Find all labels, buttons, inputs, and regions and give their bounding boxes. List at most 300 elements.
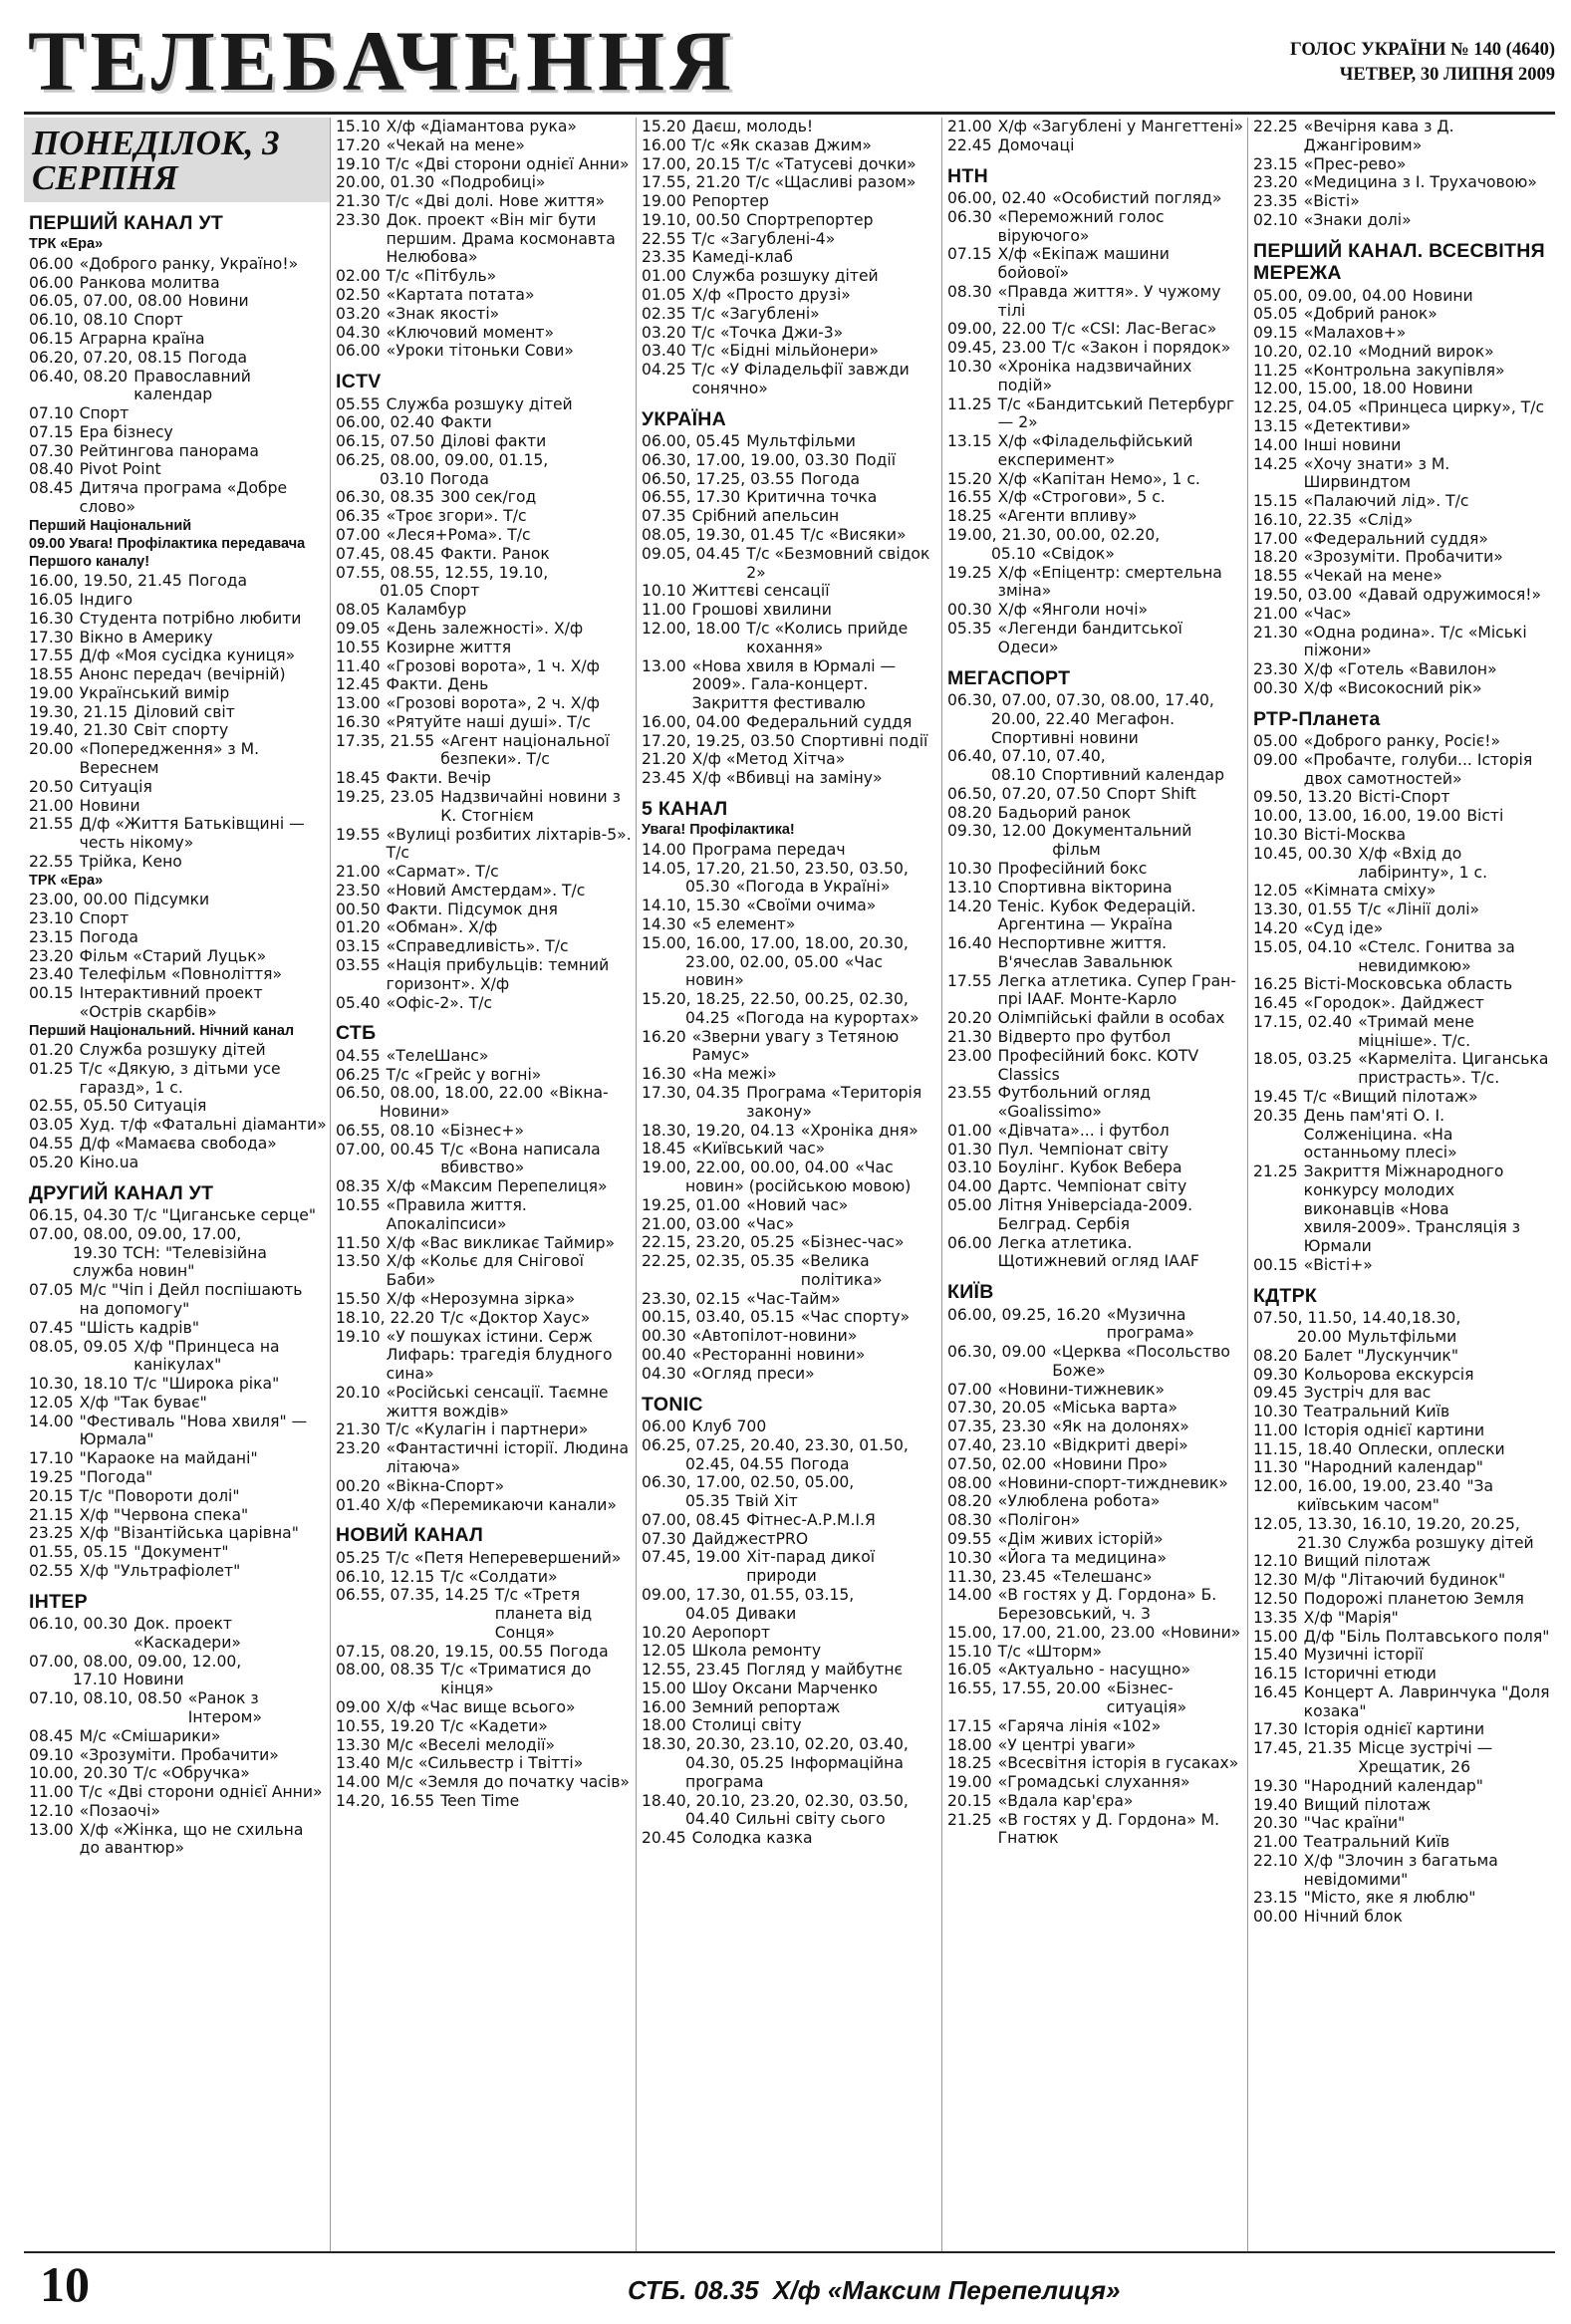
program-time: 19.40, 21.30 — [29, 721, 129, 740]
program-entry — [947, 136, 1244, 155]
program-time: 14.10, 15.30 — [642, 897, 741, 915]
program-entry — [1253, 1477, 1550, 1515]
program-title: Федеральний суддя — [746, 712, 913, 731]
program-entry — [642, 136, 938, 155]
program-title: «Прес-рево» — [1303, 154, 1407, 173]
program-time: 17.20, 19.25, 03.50 — [642, 731, 795, 750]
program-time: 07.10 — [29, 404, 74, 423]
program-title: Музичні історії — [1303, 1646, 1424, 1665]
program-entry — [29, 1468, 327, 1487]
program-entry — [336, 1066, 633, 1085]
program-time: 11.30, 23.45 — [947, 1567, 1047, 1586]
program-time: 06.15 — [29, 330, 74, 349]
program-time: 06.10, 08.10 — [29, 311, 129, 330]
program-title: «Суд іде» — [1303, 918, 1384, 937]
program-title: М/с "Чіп і Дейл поспішають на допомогу" — [79, 1281, 303, 1318]
program-time: 09.00 — [1253, 750, 1298, 769]
program-time: 21.55 — [29, 815, 74, 834]
program-title: «Час-Тайм» — [746, 1289, 841, 1308]
program-entry — [336, 657, 633, 676]
program-entry — [947, 879, 1244, 898]
program-time: 06.50, 17.25, 03.55 — [642, 469, 795, 488]
program-time: 02.10 — [1253, 210, 1298, 229]
program-time: 06.05, 07.00, 08.00 — [29, 292, 182, 311]
program-entry — [29, 479, 327, 517]
program-time: 14.00 — [336, 1773, 381, 1792]
program-title: Х/ф "Злочин з багатьма невідомими" — [1303, 1851, 1498, 1889]
program-time: 21.00 — [336, 863, 381, 882]
program-time: 16.25 — [1253, 975, 1298, 994]
program-entry — [29, 442, 327, 461]
program-title: Т/с «Дві долі. Нове життя» — [386, 192, 605, 211]
program-title: «Правда життя». У чужому тілі — [997, 282, 1221, 320]
program-entry — [1253, 1889, 1550, 1908]
program-time: 23.00, 00.00 — [29, 891, 129, 909]
program-entry — [642, 1679, 938, 1698]
program-title: Подорожі планетою Земля — [1303, 1589, 1524, 1608]
program-title: «Російські сенсації. Таємне життя вождів» — [386, 1383, 609, 1420]
program-entry — [947, 1736, 1244, 1755]
program-time: 04.55 — [29, 1135, 74, 1154]
program-time: 14.00 — [1253, 435, 1298, 454]
program-title: Анонс передач (вечірній) — [79, 665, 286, 684]
program-title: «Добрий ранок» — [1303, 305, 1438, 324]
program-title: Служба розшуку дітей — [691, 267, 879, 286]
program-title: «Уроки тітоньки Сови» — [386, 342, 574, 361]
program-time: 17.35, 21.55 — [336, 731, 435, 750]
program-entry — [642, 1624, 938, 1643]
program-title: Ранкова молитва — [79, 273, 220, 292]
program-time: 07.50, 02.00 — [947, 1454, 1047, 1473]
program-time: 07.35 — [642, 507, 686, 526]
program-entry — [947, 118, 1244, 136]
program-entry — [1253, 567, 1550, 586]
program-entry — [1253, 305, 1550, 324]
program-time: 19.30 — [1253, 1776, 1298, 1795]
program-entry — [336, 324, 633, 343]
program-entry — [642, 769, 938, 788]
program-title: «В гостях у Д. Гордона» Б. Березовський, ч. 3 — [997, 1586, 1217, 1624]
program-entry — [336, 675, 633, 694]
program-time: 20.00, 01.30 — [336, 173, 435, 192]
program-entry — [642, 507, 938, 526]
program-time: 06.20, 07.20, 08.15 — [29, 348, 182, 367]
program-title: М/с «Веселі мелодії» — [386, 1735, 556, 1754]
program-time: 02.00 — [336, 267, 381, 286]
program-time: 21.30 — [947, 1028, 992, 1046]
program-time: 04.00 — [947, 1177, 992, 1196]
program-entry — [336, 788, 633, 826]
program-time: 17.00, 20.15 — [642, 154, 741, 173]
program-entry — [29, 1727, 327, 1746]
program-title: Оплески, оплески — [1358, 1439, 1505, 1458]
listing-column — [636, 118, 941, 2251]
program-entry — [642, 1365, 938, 1384]
program-entry — [336, 601, 633, 620]
program-title: Новини — [79, 796, 140, 815]
program-entry — [642, 545, 938, 583]
program-time: 17.55, 21.20 — [642, 173, 741, 192]
program-time: 03.20 — [642, 323, 686, 342]
program-time: 09.05, 04.45 — [642, 544, 741, 563]
program-time: 16.00 — [642, 135, 686, 154]
program-time: 18.45 — [336, 769, 381, 788]
program-title: Надзвичайні новини з К. Стогнієм — [440, 787, 621, 825]
program-time: 12.10 — [1253, 1552, 1298, 1571]
program-time: 11.30 — [1253, 1458, 1298, 1477]
program-entry — [642, 1548, 938, 1586]
program-entry — [947, 470, 1244, 489]
program-title: Домочаці — [997, 135, 1075, 154]
program-entry — [29, 1154, 327, 1172]
program-time: 17.55 — [29, 646, 74, 665]
program-entry — [336, 545, 633, 564]
program-title: Х/ф «Загублені у Мангеттені» — [997, 118, 1244, 135]
program-title: Х/ф «Нерозумна зірка» — [386, 1289, 576, 1308]
program-entry — [947, 1643, 1244, 1662]
listing-column — [1247, 118, 1553, 2251]
channel-heading: 5 КАНАЛ — [642, 797, 728, 820]
program-title: «Вечірня кава з Д. Джангіровим» — [1303, 118, 1454, 154]
program-title: «Переможний голос віруючого» — [997, 207, 1165, 245]
program-entry — [947, 1177, 1244, 1196]
program-time: 19.50, 03.00 — [1253, 586, 1353, 605]
program-title: Спорт — [429, 582, 480, 601]
program-entry — [336, 1234, 633, 1253]
program-entry — [1253, 788, 1550, 807]
program-title: «Міська варта» — [1052, 1399, 1178, 1418]
program-time: 10.00, 20.30 — [29, 1764, 129, 1783]
program-entry — [642, 192, 938, 211]
program-entry — [29, 1338, 327, 1376]
program-time: 06.30, 17.00, 19.00, 03.30 — [642, 450, 850, 469]
program-entry — [1253, 155, 1550, 174]
program-time: 17.15, 02.40 — [1253, 1012, 1353, 1031]
program-title: «Агент національної безпеки». Т/с — [440, 731, 610, 769]
program-entry — [947, 208, 1244, 246]
program-entry — [1253, 211, 1550, 230]
program-title: Т/с "Циганське серце" — [133, 1206, 317, 1225]
channel-heading: УКРАЇНА — [642, 407, 727, 430]
program-entry — [1253, 1777, 1550, 1796]
program-entry — [947, 785, 1244, 804]
program-entry — [1253, 1384, 1550, 1403]
program-time: 07.45 — [29, 1318, 74, 1337]
program-time: 21.00 — [29, 796, 74, 815]
program-time: 10.30 — [947, 358, 992, 377]
program-time: 12.05 — [642, 1642, 686, 1661]
program-title: Клуб 700 — [691, 1417, 767, 1435]
program-title: Спортивний календар — [1041, 766, 1224, 785]
program-time: 08.00 — [947, 1473, 992, 1492]
program-entry — [642, 1290, 938, 1309]
program-title: «Справедливість». Т/с — [386, 937, 569, 956]
program-time: 03.40 — [642, 342, 686, 361]
program-time: 11.25 — [1253, 361, 1298, 380]
program-title: Т/с "Широка ріка" — [133, 1375, 280, 1394]
program-title: Т/с «Бідні мільйонери» — [691, 342, 880, 361]
program-entry — [336, 1773, 633, 1792]
program-title: «Полігон» — [997, 1511, 1081, 1530]
program-time: 10.20, 02.10 — [1253, 342, 1353, 361]
program-title: «Новини-спорт-тиждневик» — [997, 1473, 1228, 1492]
program-entry — [336, 488, 633, 507]
program-title: "Документ" — [133, 1543, 229, 1562]
program-time: 01.20 — [336, 918, 381, 937]
program-time: 23.20 — [1253, 173, 1298, 192]
program-entry — [947, 1679, 1244, 1717]
program-entry — [1253, 919, 1550, 938]
program-time: 19.10 — [336, 154, 381, 173]
program-title: Місце зустрічі — Хрещатик, 26 — [1358, 1739, 1493, 1776]
program-entry — [336, 769, 633, 788]
program-title: «У пошуках істини. Серж Лифарь: трагедія блудного сина» — [386, 1327, 613, 1384]
program-time: 04.30 — [642, 1364, 686, 1383]
program-time: 22.10 — [1253, 1851, 1298, 1870]
program-title: «Велика політика» — [800, 1252, 883, 1289]
program-title: «Актуально - насущно» — [997, 1661, 1191, 1679]
program-title: Футбольний огляд «Goalissimo» — [997, 1084, 1151, 1122]
program-time: 10.55 — [336, 638, 381, 656]
program-entry — [29, 1041, 327, 1060]
program-time: 07.35, 23.30 — [947, 1418, 1047, 1436]
program-title: Погода — [790, 1454, 850, 1473]
channel-heading: ІНТЕР — [29, 1590, 88, 1613]
program-title: Х/ф "Принцеса на канікулах" — [133, 1337, 280, 1375]
program-time: 22.55 — [29, 852, 74, 871]
program-entry — [336, 211, 633, 267]
program-entry — [336, 863, 633, 882]
program-time: 10.45, 00.30 — [1253, 844, 1353, 863]
program-entry — [29, 1802, 327, 1821]
program-time: 19.00 — [642, 192, 686, 211]
program-time: 12.25, 04.05 — [1253, 398, 1353, 417]
program-entry — [1253, 1458, 1550, 1477]
program-title: "Місто, яке я люблю" — [1303, 1889, 1476, 1908]
program-title: «Федеральний суддя» — [1303, 529, 1488, 548]
program-entry — [642, 324, 938, 343]
program-title: Солодка казка — [691, 1829, 813, 1848]
program-title: «Бізнес-час» — [800, 1233, 905, 1252]
program-title: Дитяча програма «Добре слово» — [79, 479, 288, 517]
program-entry — [1253, 118, 1550, 155]
program-title: «Новини-тижневик» — [997, 1380, 1166, 1399]
program-time: 17.00 — [1253, 529, 1298, 548]
program-time: 18.55 — [29, 665, 74, 684]
program-title: «Кармеліта. Циганська пристрасть». Т/с. — [1358, 1050, 1549, 1088]
program-entry — [29, 1615, 327, 1653]
program-entry — [29, 1413, 327, 1450]
program-time: 09.55 — [947, 1529, 992, 1548]
program-time: 18.05, 03.25 — [1253, 1050, 1353, 1069]
program-entry — [336, 1084, 633, 1122]
program-time: 23.30, 02.15 — [642, 1289, 741, 1308]
program-time: 19.45 — [1253, 1087, 1298, 1106]
program-entry — [1253, 287, 1550, 306]
program-time: 05.00 — [947, 1196, 992, 1215]
program-title: «Церква «Посольство Боже» — [1052, 1343, 1230, 1380]
program-entry — [642, 841, 938, 860]
program-entry — [1253, 343, 1550, 362]
program-title: Мегафон. Спортивні новини — [991, 709, 1176, 747]
program-time: 07.00, 08.00, 09.00, 17.00, 19.30 — [29, 1224, 242, 1262]
program-time: 16.20 — [642, 1027, 686, 1046]
program-time: 16.30 — [642, 1065, 686, 1084]
program-time: 21.00 — [1253, 604, 1298, 623]
program-time: 17.30, 04.35 — [642, 1084, 741, 1103]
program-time: 06.30 — [947, 207, 992, 226]
program-time: 07.10, 08.10, 08.50 — [29, 1689, 182, 1708]
program-entry — [642, 230, 938, 249]
program-entry — [947, 245, 1244, 283]
program-time: 02.35 — [642, 304, 686, 323]
channel-heading: ДРУГИЙ КАНАЛ УТ — [29, 1181, 214, 1204]
program-title: Х/ф «Кольє для Снігової Баби» — [386, 1252, 585, 1290]
program-entry — [29, 1097, 327, 1116]
program-entry — [29, 629, 327, 647]
program-time: 07.45, 08.45 — [336, 544, 435, 563]
channel-note: Перший Національний — [29, 517, 192, 534]
program-title: «Бізнес+» — [440, 1121, 525, 1140]
program-time: 14.25 — [1253, 454, 1298, 473]
program-time: 23.15 — [1253, 154, 1298, 173]
program-entry — [29, 1487, 327, 1506]
program-entry — [642, 1586, 938, 1624]
program-entry — [947, 601, 1244, 620]
program-title: Інтерактивний проект «Острів скарбів» — [79, 984, 263, 1021]
program-time: 08.05 — [336, 601, 381, 620]
program-time: 05.20 — [29, 1153, 74, 1171]
program-entry — [336, 1439, 633, 1477]
program-entry — [642, 305, 938, 324]
program-entry — [29, 891, 327, 909]
program-entry — [29, 1653, 327, 1690]
program-title: «Троє згори». Т/с — [386, 507, 527, 526]
program-title: Зустріч для вас — [1303, 1384, 1432, 1403]
program-time: 16.05 — [947, 1661, 992, 1679]
program-title: Х/ф «Метод Хітча» — [691, 750, 846, 769]
program-entry — [1253, 605, 1550, 624]
program-entry — [336, 1549, 633, 1568]
program-title: Інші новини — [1303, 435, 1402, 454]
program-title: Погляд у майбутнє — [746, 1661, 904, 1679]
program-entry — [642, 1159, 938, 1196]
program-time: 21.30 — [336, 1420, 381, 1439]
program-title: Х/ф «Жінка, що не схильна до авантюр» — [79, 1820, 304, 1858]
program-time: 07.40, 23.10 — [947, 1436, 1047, 1455]
program-entry — [336, 620, 633, 639]
program-entry — [29, 928, 327, 947]
program-time: 15.40 — [1253, 1646, 1298, 1665]
program-time: 12.00, 15.00, 18.00 — [1253, 380, 1407, 398]
program-time: 08.30 — [947, 1511, 992, 1530]
program-entry — [29, 984, 327, 1022]
program-title: «Вікна-Новини» — [380, 1084, 609, 1122]
program-time: 06.00 — [29, 254, 74, 273]
program-entry — [1253, 1739, 1550, 1777]
program-title: «Новини Про» — [1052, 1454, 1169, 1473]
program-title: Пул. Чемпіонат світу — [997, 1140, 1169, 1159]
program-entry — [1253, 882, 1550, 901]
program-time: 09.00, 22.00 — [947, 320, 1047, 339]
program-time: 06.00 — [336, 342, 381, 361]
program-title: Х/ф "Червона спека" — [79, 1505, 249, 1524]
program-time: 06.10, 00.30 — [29, 1615, 129, 1634]
program-time: 06.25 — [336, 1065, 381, 1084]
program-time: 23.20 — [336, 1439, 381, 1458]
program-entry — [1253, 1309, 1550, 1347]
program-title: М/с «Смішарики» — [79, 1726, 221, 1745]
program-time: 23.15 — [1253, 1889, 1298, 1908]
program-time: 23.45 — [642, 769, 686, 788]
program-title: «Позаочі» — [79, 1801, 160, 1820]
program-time: 06.00 — [947, 1233, 992, 1252]
issue-info — [1290, 38, 1555, 88]
program-time: 07.15 — [947, 245, 992, 264]
program-time: 14.30 — [642, 915, 686, 933]
program-title: Аграрна країна — [79, 330, 205, 349]
program-time: 22.15, 23.20, 05.25 — [642, 1233, 795, 1252]
program-title: Т/с «Третя планета від Сонця» — [494, 1586, 593, 1642]
program-entry — [1253, 417, 1550, 436]
program-title: «Контрольна закупівля» — [1303, 361, 1505, 380]
program-entry — [29, 1689, 327, 1727]
program-entry — [947, 1492, 1244, 1511]
program-time: 11.00 — [642, 601, 686, 620]
program-title: «Хроніка дня» — [800, 1121, 918, 1140]
program-entry — [947, 1028, 1244, 1047]
program-entry — [947, 1792, 1244, 1811]
program-title: «Час спорту» — [800, 1308, 911, 1327]
program-title: Т/с «Кулагін і партнери» — [386, 1420, 589, 1439]
program-entry — [1253, 380, 1550, 398]
program-entry — [336, 136, 633, 155]
program-time: 02.55 — [29, 1561, 74, 1580]
program-time: 23.35 — [1253, 192, 1298, 211]
program-time: 15.20 — [642, 118, 686, 135]
program-title: «Погода в Україні» — [735, 878, 891, 897]
program-title: Т/с «Обручка» — [133, 1764, 250, 1783]
program-entry — [642, 1308, 938, 1327]
program-entry — [336, 451, 633, 489]
program-title: Легка атлетика. Супер Гран-прі IAAF. Монте-Карло — [997, 971, 1236, 1009]
program-entry — [29, 1206, 327, 1225]
program-time: 14.00 — [947, 1586, 992, 1605]
program-time: 09.30, 12.00 — [947, 822, 1047, 841]
listing-column — [330, 118, 636, 2251]
program-time: 03.10 — [947, 1159, 992, 1177]
program-entry — [29, 1116, 327, 1135]
program-time: 06.00, 09.25, 16.20 — [947, 1305, 1101, 1324]
program-title: «Громадські слухання» — [997, 1773, 1190, 1792]
program-title: Спортивна вікторина — [997, 878, 1173, 897]
program-entry — [336, 564, 633, 602]
program-entry — [1253, 1665, 1550, 1683]
program-title: Х/ф «Екіпаж машини бойової» — [997, 245, 1170, 283]
program-time: 06.00, 02.40 — [947, 188, 1047, 207]
program-entry — [1253, 901, 1550, 919]
program-time: 07.00 — [336, 526, 381, 545]
program-title: Театральний Київ — [1303, 1833, 1450, 1852]
program-entry — [336, 1717, 633, 1736]
program-entry — [947, 1009, 1244, 1028]
program-entry — [29, 591, 327, 610]
program-time: 04.55 — [336, 1046, 381, 1065]
program-entry — [1253, 511, 1550, 530]
program-entry — [642, 470, 938, 489]
program-title: Історія однієї картини — [1303, 1720, 1485, 1739]
program-title: Х/ф «Епіцентр: смертельна зміна» — [997, 563, 1222, 601]
